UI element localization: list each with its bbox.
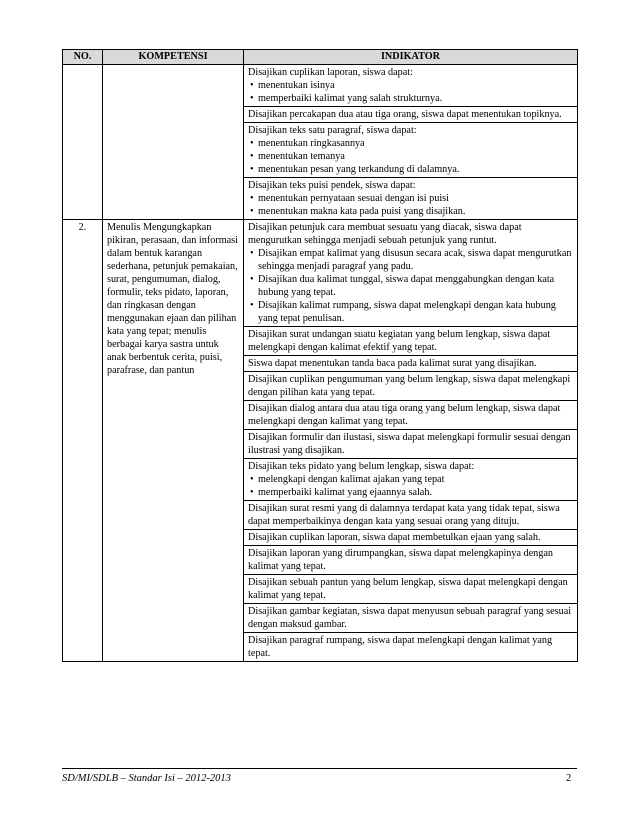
indicator-bullet: • menentukan pesan yang terkandung di dalamnya. xyxy=(248,163,573,176)
indicator-cell xyxy=(244,178,578,220)
table-row xyxy=(63,65,578,107)
indicator-text: Disajikan gambar kegiatan, siswa dapat menyusun sebuah paragraf yang sesuai dengan maksud gambar. xyxy=(248,606,572,630)
indicator-text: Disajikan petunjuk cara membuat sesuatu yang diacak, siswa dapat mengurutkan sehingga menjadi sebuah petunjuk yang runtut. xyxy=(248,222,522,246)
indicator-cell xyxy=(244,107,578,123)
indicator-cell xyxy=(244,65,578,107)
indicator-cell xyxy=(244,372,578,401)
indicator-cell xyxy=(244,546,578,575)
table-body xyxy=(63,65,578,662)
indicator-bullet: • menentukan makna kata pada puisi yang disajikan. xyxy=(248,205,573,218)
indicator-text: Disajikan surat resmi yang di dalamnya terdapat kata yang tidak tepat, siswa dapat memperbaikinya dengan kata yang sesuai orang yang dituju. xyxy=(248,503,560,527)
indicator-text: Disajikan teks satu paragraf, siswa dapat: xyxy=(248,125,417,136)
indicator-cell xyxy=(244,501,578,530)
kompetensi-cell-empty xyxy=(103,65,244,220)
indicator-text: Disajikan sebuah pantun yang belum lengkap, siswa dapat melengkapi dengan kalimat yang tepat. xyxy=(248,577,568,601)
indicator-text: Disajikan cuplikan laporan, siswa dapat: xyxy=(248,67,413,78)
table-header-row xyxy=(63,50,578,65)
no-cell-empty xyxy=(63,65,103,220)
indicator-cell xyxy=(244,356,578,372)
indicator-cell xyxy=(244,327,578,356)
indicator-text: Disajikan surat undangan suatu kegiatan yang belum lengkap, siswa dapat melengkapi dengan kalimat efektif yang tepat. xyxy=(248,329,551,353)
indicator-text: Disajikan dialog antara dua atau tiga orang yang belum lengkap, siswa dapat melengkapi dengan kalimat yang tepat. xyxy=(248,403,561,427)
indicator-bullet: • Disajikan dua kalimat tunggal, siswa dapat menggabungkan dengan kata hubung yang tepat. xyxy=(248,273,573,299)
indicator-bullet: • Disajikan empat kalimat yang disusun secara acak, siswa dapat mengurutkan sehingga menjadi paragraf yang padu. xyxy=(248,247,573,273)
indicator-text: Disajikan laporan yang dirumpangkan, siswa dapat melengkapinya dengan kalimat yang tepat. xyxy=(248,548,553,572)
indicator-text: Disajikan paragraf rumpang, siswa dapat melengkapi dengan kalimat yang tepat. xyxy=(248,635,553,659)
table-row xyxy=(63,220,578,327)
indicator-cell xyxy=(244,633,578,662)
indicator-bullet: • menentukan ringkasannya xyxy=(248,137,573,150)
indicator-cell xyxy=(244,430,578,459)
indicator-cell xyxy=(244,123,578,178)
indicator-bullet: • menentukan temanya xyxy=(248,150,573,163)
page-number: 2 xyxy=(566,773,572,784)
indicator-bullet: • memperbaiki kalimat yang ejaannya salah. xyxy=(248,486,573,499)
indicator-bullet: • menentukan isinya xyxy=(248,79,573,92)
indicator-bullet: • menentukan pernyataan sesuai dengan isi puisi xyxy=(248,192,573,205)
indicator-cell xyxy=(244,530,578,546)
indicator-bullet: • Disajikan kalimat rumpang, siswa dapat melengkapi dengan kata hubung yang tepat penulisan. xyxy=(248,299,573,325)
indicator-text: Disajikan percakapan dua atau tiga orang, siswa dapat menentukan topiknya. xyxy=(248,109,562,120)
indicator-cell xyxy=(244,575,578,604)
indicator-cell xyxy=(244,401,578,430)
indicator-text: Disajikan teks pidato yang belum lengkap, siswa dapat: xyxy=(248,461,475,472)
indicator-text: Disajikan teks puisi pendek, siswa dapat: xyxy=(248,180,416,191)
header-kompetensi: KOMPETENSI xyxy=(103,50,244,65)
section-number: 2. xyxy=(63,220,103,662)
indicator-text: Disajikan cuplikan pengumuman yang belum lengkap, siswa dapat melengkapi dengan pilihan kata yang tepat. xyxy=(248,374,571,398)
indicator-bullet: • melengkapi dengan kalimat ajakan yang tepat xyxy=(248,473,573,486)
header-indikator: INDIKATOR xyxy=(244,50,578,65)
indicator-text: Siswa dapat menentukan tanda baca pada kalimat surat yang disajikan. xyxy=(248,358,537,369)
footer-divider xyxy=(62,768,577,769)
indicator-cell xyxy=(244,604,578,633)
competency-table xyxy=(62,49,578,662)
indicator-text: Disajikan formulir dan ilustasi, siswa dapat melengkapi formulir sesuai dengan ilustrasi yang disajikan. xyxy=(248,432,571,456)
indicator-text: Disajikan cuplikan laporan, siswa dapat membetulkan ejaan yang salah. xyxy=(248,532,541,543)
indicator-cell xyxy=(244,459,578,501)
footer-title: SD/MI/SDLB – Standar Isi – 2012-2013 xyxy=(62,773,231,784)
indicator-cell xyxy=(244,220,578,327)
indicator-bullet: • memperbaiki kalimat yang salah strukturnya. xyxy=(248,92,573,105)
kompetensi-text: Menulis Mengungkapkan pikiran, perasaan, dan informasi dalam bentuk karangan sederhana, petunjuk pemakaian, surat, pengumuman, dialog, formulir, teks pidato, laporan, dan ringkasan dengan menggunakan ejaan dan pilihan kata yang tepat; menulis berbagai karya sastra untuk anak berbentuk cerita, puisi, parafrase, dan pantun xyxy=(103,220,244,662)
header-no: NO. xyxy=(63,50,103,65)
